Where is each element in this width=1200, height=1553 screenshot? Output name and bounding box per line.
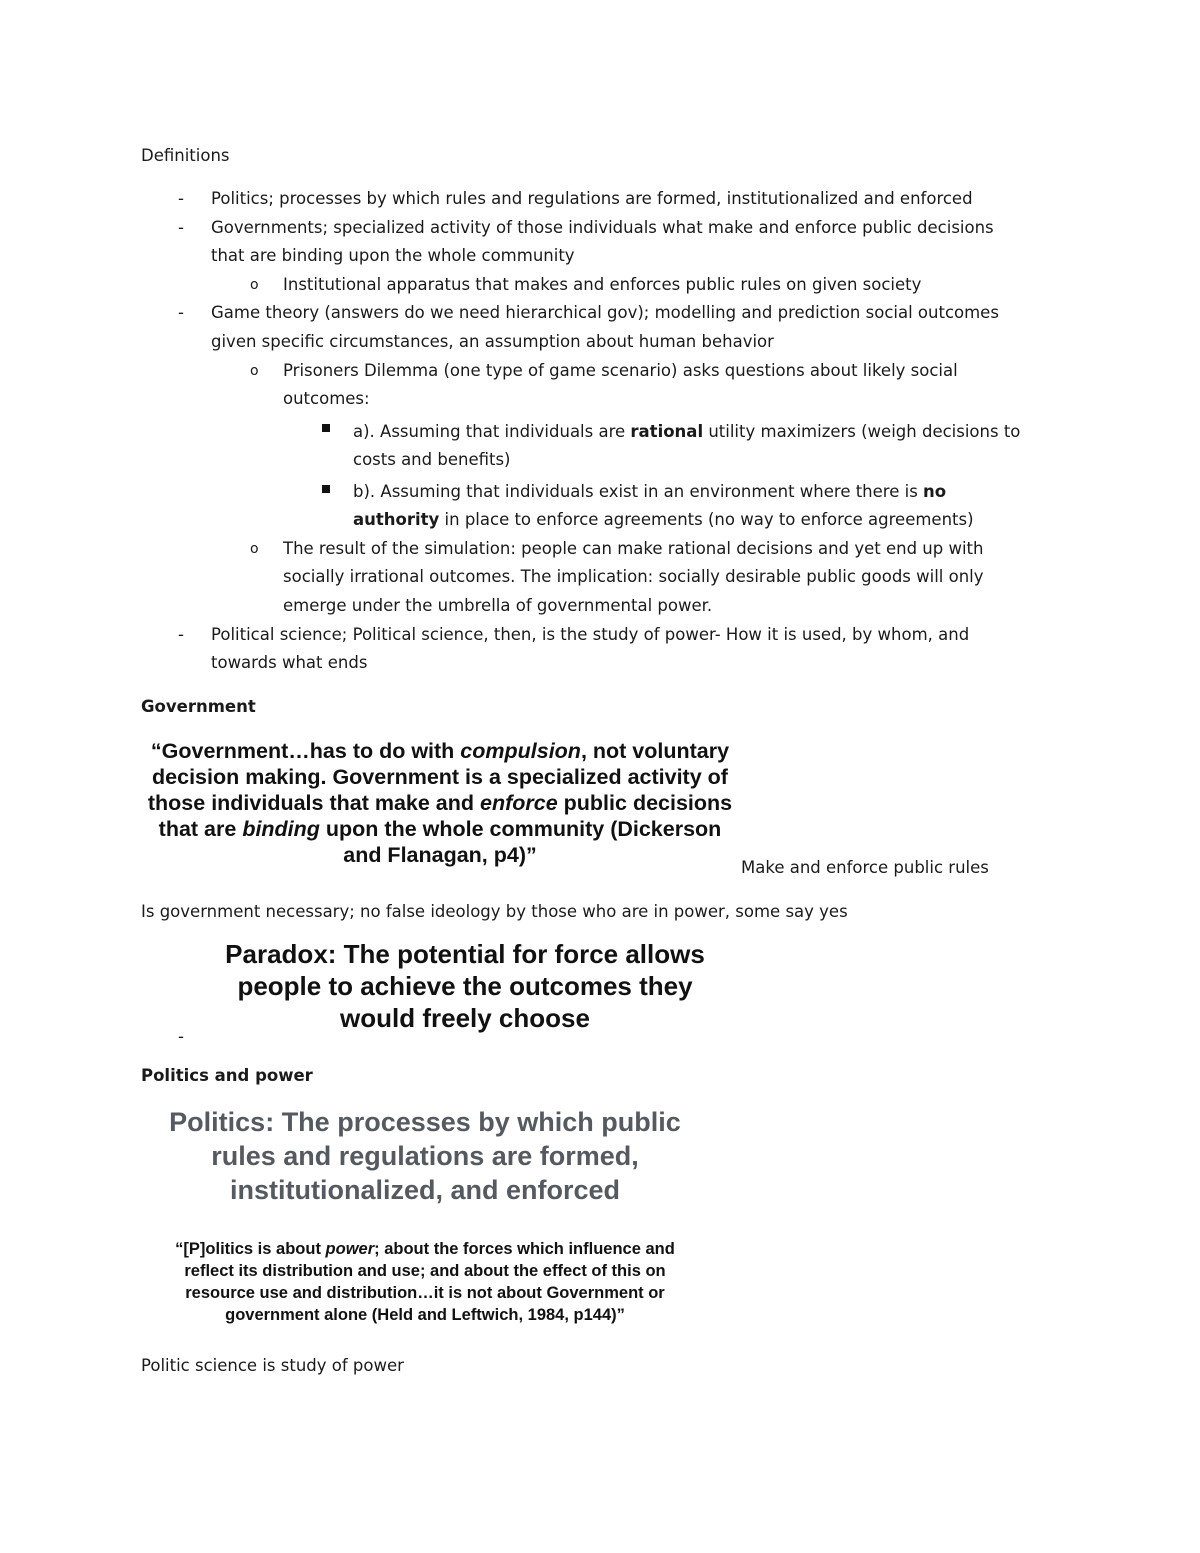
politics-definition-image bbox=[120, 1105, 730, 1207]
dash-bullet: - bbox=[178, 218, 184, 237]
dash-bullet: - bbox=[178, 303, 184, 322]
bullet-result-line1: The result of the simulation: people can make rational decisions and yet end up with bbox=[283, 539, 984, 558]
quote2-line4: government alone (Held and Leftwich, 1984, p144)” bbox=[225, 1306, 625, 1324]
quote2-line3: resource use and distribution…it is not about Government or bbox=[185, 1284, 665, 1302]
circle-bullet: o bbox=[250, 277, 259, 293]
quote1-line3: those individuals that make and enforce public decisions bbox=[147, 791, 733, 815]
bullet-result-line3: emerge under the umbrella of governmental power. bbox=[283, 596, 713, 615]
politics-def-line2: rules and regulations are formed, bbox=[211, 1141, 639, 1171]
bullet-a-line1: a). Assuming that individuals are rational utility maximizers (weigh decisions to bbox=[353, 422, 1021, 441]
dash-bullet: - bbox=[178, 1027, 184, 1046]
necessary-line: Is government necessary; no false ideology by those who are in power, some say yes bbox=[141, 902, 848, 921]
politics-def-line3: institutionalized, and enforced bbox=[229, 1175, 621, 1205]
bullet-game-theory-line1: Game theory (answers do we need hierarchical gov); modelling and prediction social outcomes bbox=[211, 303, 999, 322]
bullet-prisoners-line2: outcomes: bbox=[283, 389, 370, 408]
dash-bullet: - bbox=[178, 189, 184, 208]
circle-bullet: o bbox=[250, 541, 259, 557]
square-bullet-icon bbox=[322, 424, 330, 432]
closing-line: Politic science is study of power bbox=[141, 1356, 404, 1375]
bullet-polsci-line1: Political science; Political science, then, is the study of power- How it is used, by whom, and bbox=[211, 625, 970, 644]
bullet-institutional: Institutional apparatus that makes and enforces public rules on given society bbox=[283, 275, 922, 294]
quote2-line2: reflect its distribution and use; and about the effect of this on bbox=[184, 1262, 666, 1280]
dash-bullet: - bbox=[178, 625, 184, 644]
bullet-b-line1: b). Assuming that individuals exist in an environment where there is no bbox=[353, 482, 947, 501]
side-note: Make and enforce public rules bbox=[741, 858, 989, 877]
bullet-game-theory-line2: given specific circumstances, an assumption about human behavior bbox=[211, 332, 774, 351]
bullet-politics: Politics; processes by which rules and regulations are formed, institutionalized and enforced bbox=[211, 189, 973, 208]
circle-bullet: o bbox=[250, 363, 259, 379]
quote1-line4: that are binding upon the whole community (Dickerson bbox=[158, 817, 722, 841]
paradox-line1: Paradox: The potential for force allows bbox=[225, 939, 705, 969]
bullet-result-line2: socially irrational outcomes. The implication: socially desirable public goods will only bbox=[283, 567, 984, 586]
bullet-prisoners-line1: Prisoners Dilemma (one type of game scenario) asks questions about likely social bbox=[283, 361, 958, 380]
quote1-line5: and Flanagan, p4)” bbox=[343, 843, 537, 867]
quote1-line2: decision making. Government is a specialized activity of bbox=[152, 765, 728, 789]
government-heading: Government bbox=[141, 697, 256, 716]
bullet-polsci-line2: towards what ends bbox=[211, 653, 368, 672]
politics-quote-image bbox=[120, 1238, 730, 1326]
bullet-governments-line2: that are binding upon the whole community bbox=[211, 246, 575, 265]
quote2-line1: “[P]olitics is about power; about the forces which influence and bbox=[175, 1240, 675, 1258]
paradox-line2: people to achieve the outcomes they bbox=[237, 971, 693, 1001]
politics-power-heading: Politics and power bbox=[141, 1066, 313, 1085]
paradox-line3: would freely choose bbox=[340, 1003, 590, 1033]
politics-def-line1: Politics: The processes by which public bbox=[169, 1107, 681, 1137]
paradox-image bbox=[170, 938, 760, 1034]
government-quote-image bbox=[120, 738, 760, 868]
square-bullet-icon bbox=[322, 485, 330, 493]
definitions-heading: Definitions bbox=[141, 146, 230, 165]
bullet-a-line2: costs and benefits) bbox=[353, 450, 511, 469]
quote1-line1: “Government…has to do with compulsion, not voluntary bbox=[150, 739, 730, 763]
bullet-governments-line1: Governments; specialized activity of those individuals what make and enforce public decisions bbox=[211, 218, 994, 237]
bullet-b-line2: authority in place to enforce agreements (no way to enforce agreements) bbox=[353, 510, 974, 529]
